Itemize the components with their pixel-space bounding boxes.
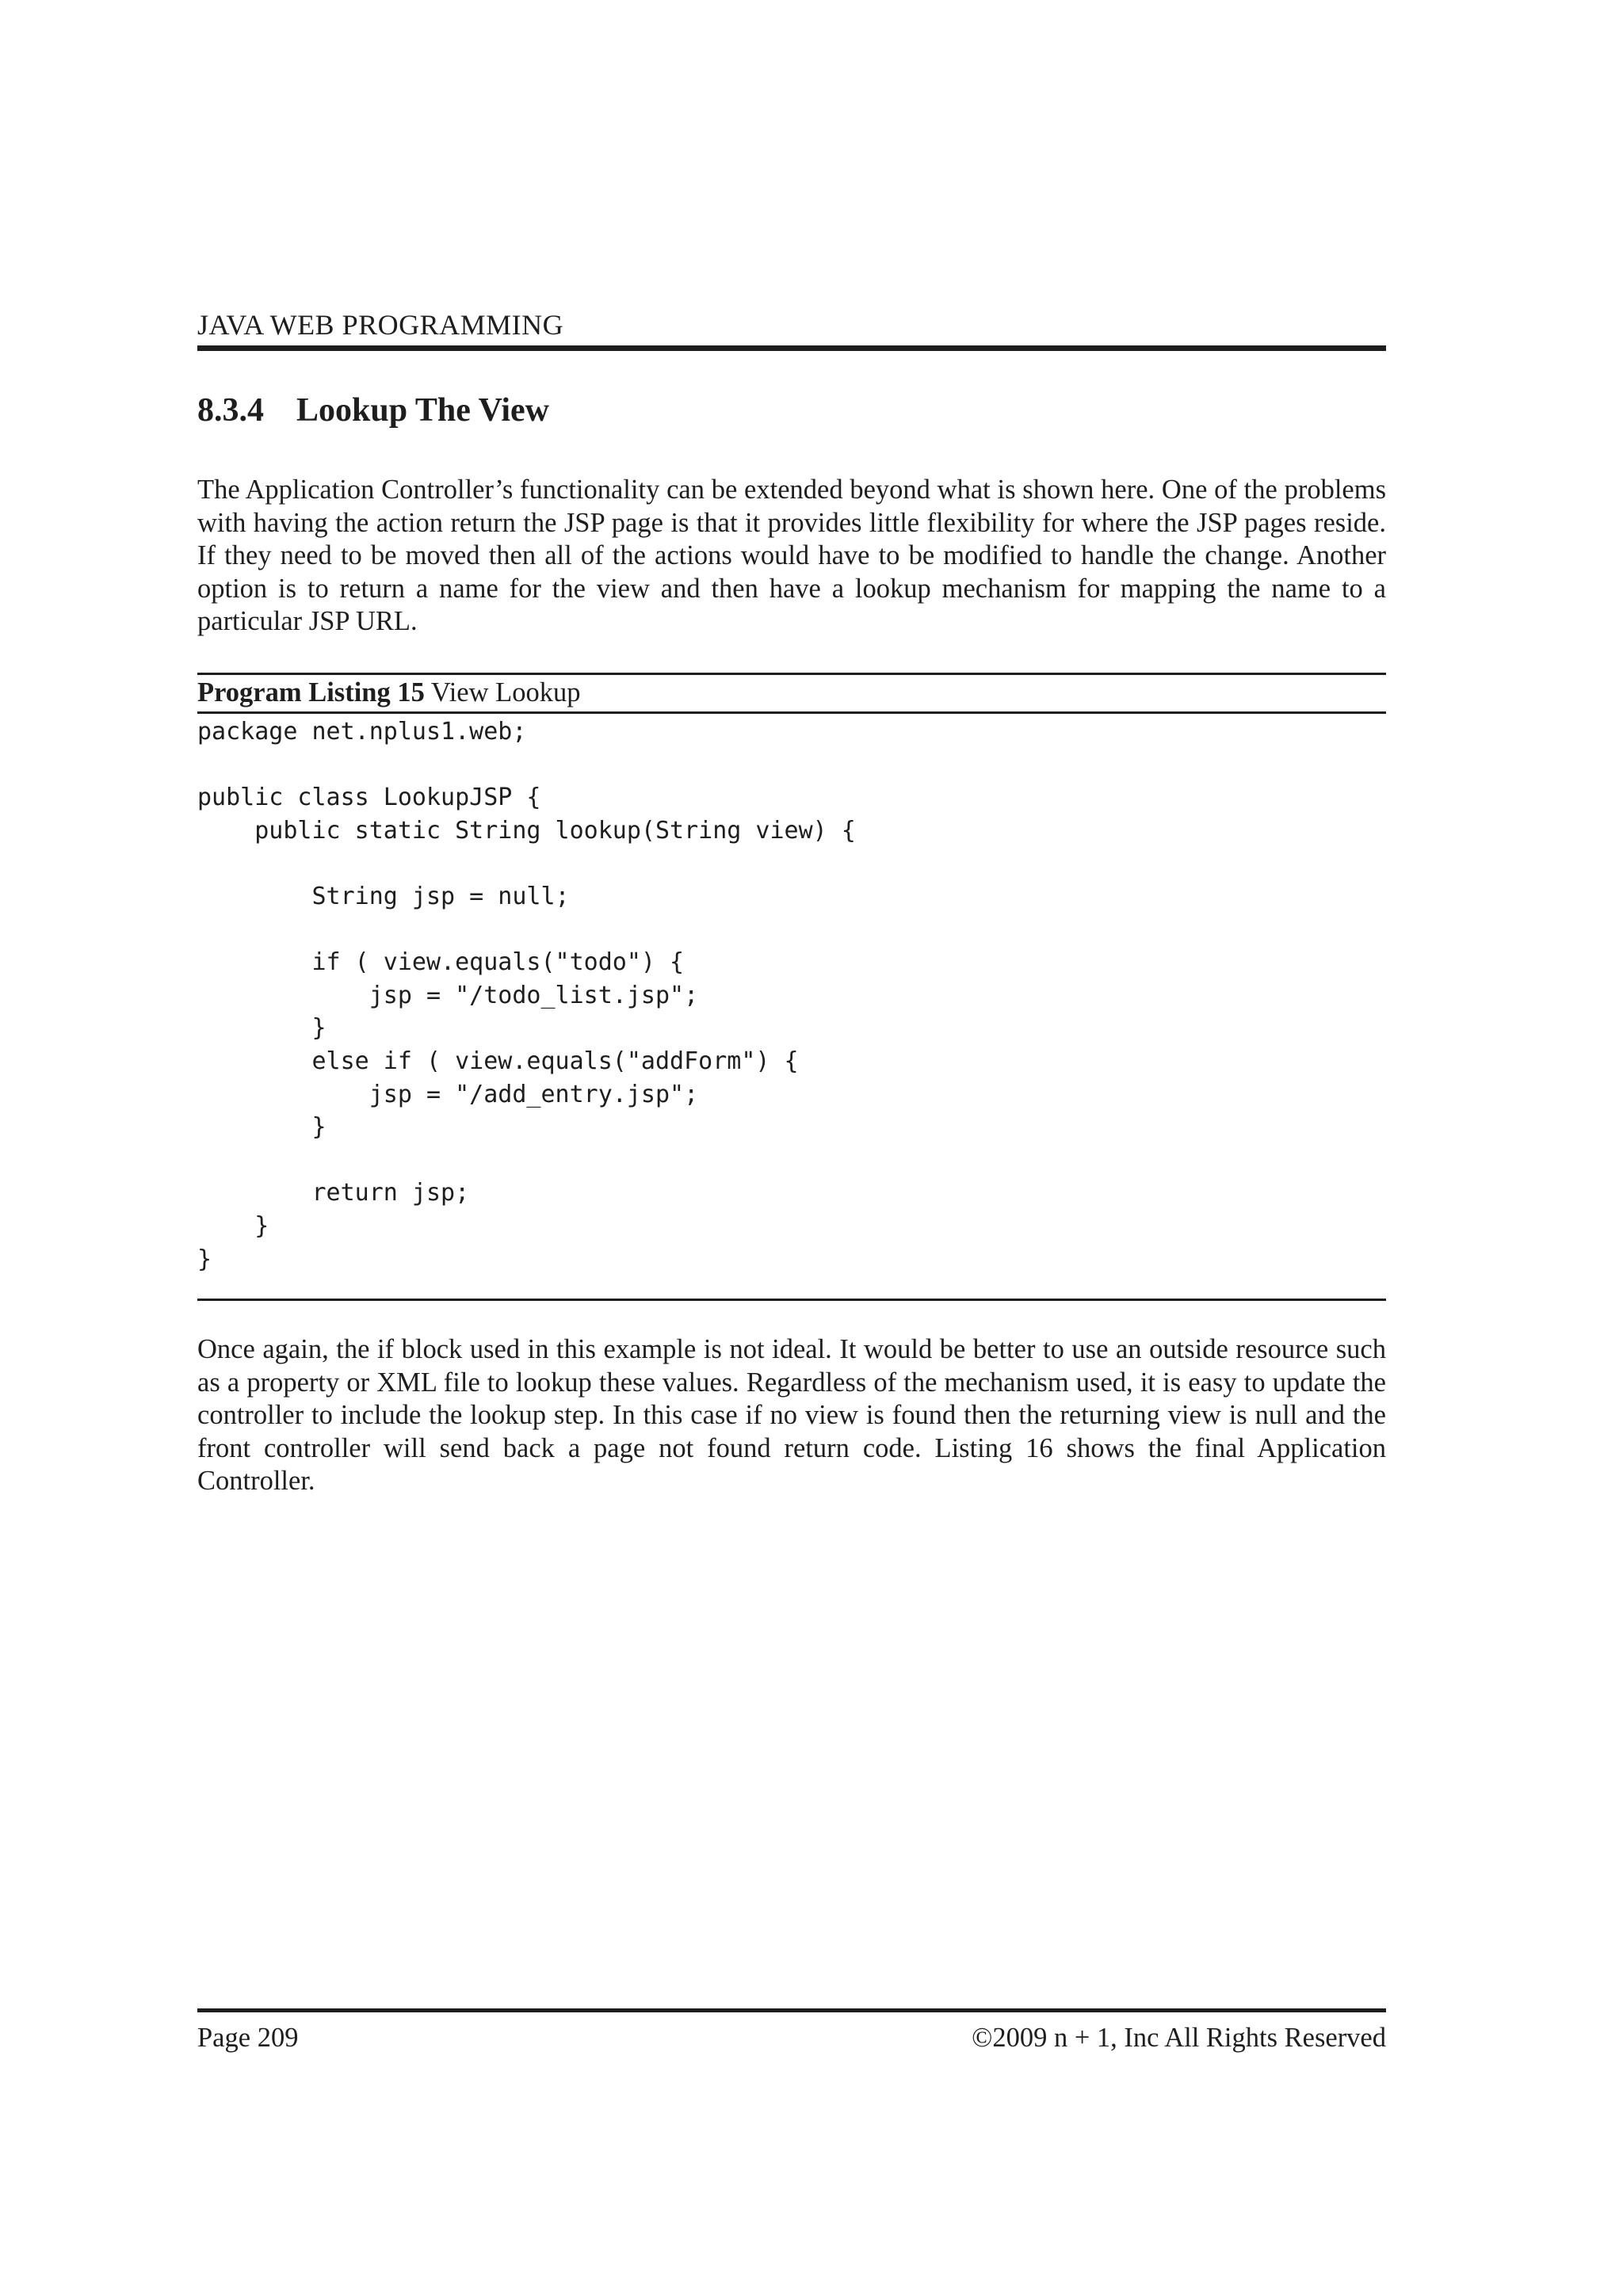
running-header: JAVA WEB PROGRAMMING xyxy=(197,309,564,341)
document-page xyxy=(197,0,1386,2296)
listing-label: Program Listing 15 xyxy=(197,677,425,707)
copyright-notice: ©2009 n + 1, Inc All Rights Reserved xyxy=(972,2023,1386,2053)
listing-top-rule xyxy=(197,673,1386,675)
section-number: 8.3.4 xyxy=(197,392,264,429)
header-rule xyxy=(197,345,1386,351)
code-listing: package net.nplus1.web; public class LookupJSP { public static String lookup(String view) { String jsp = null; if ( view.equals("todo") { jsp = "/todo_list.jsp"; } else if ( view.equals("addForm") { jsp = "/add_entry.jsp"; } return jsp; } } xyxy=(197,718,856,1273)
section-title: Lookup The View xyxy=(296,392,549,429)
listing-caption-rule xyxy=(197,711,1386,714)
listing-bottom-rule xyxy=(197,1299,1386,1301)
listing-title: View Lookup xyxy=(430,677,581,707)
footer-rule xyxy=(197,2008,1386,2012)
body-paragraph: The Application Controller’s functionality can be extended beyond what is shown here. One of the problems with having the action return the JSP page is that it provides little flexibility for where the JSP pages reside. If they need to be moved then all of the actions would have to be modified to handle the change. Another option is to return a name for the view and then have a lookup mechanism for mapping the name to a particular JSP URL. xyxy=(197,475,1386,637)
listing-caption xyxy=(197,676,1386,709)
page-number: Page 209 xyxy=(197,2023,299,2053)
body-paragraph: Once again, the if block used in this example is not ideal. It would be better to use an outside resource such as a property or XML file to lookup these values. Regardless of the mechanism used, it is easy to update the controller to include the lookup step. In this case if no view is found then the returning view is null and the front controller will send back a page not found return code. Listing 16 shows the final Application Controller. xyxy=(197,1334,1386,1497)
section-heading xyxy=(197,391,1386,430)
